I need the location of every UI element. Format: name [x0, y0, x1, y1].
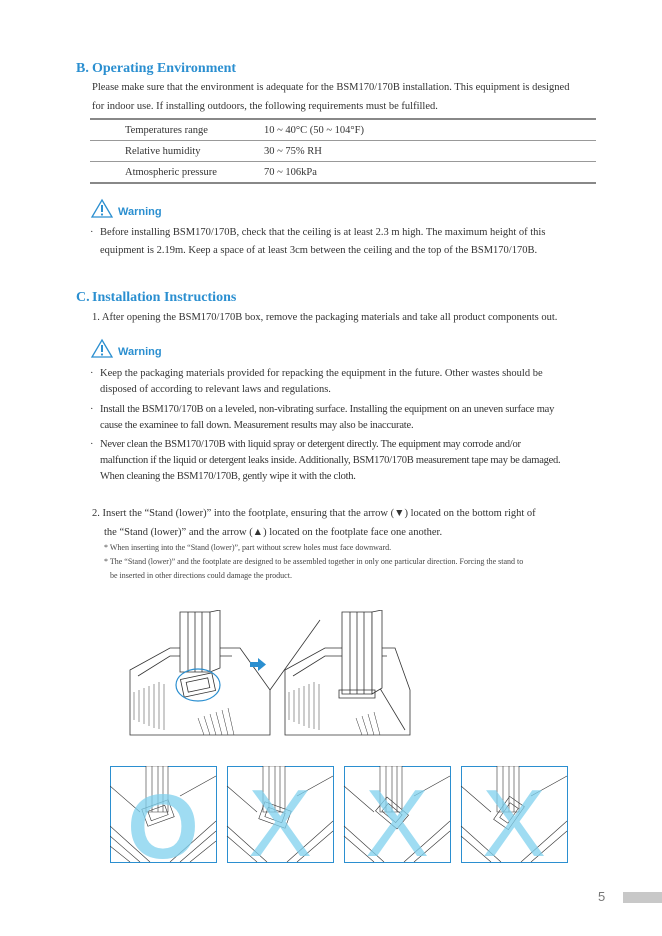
bullet-line: Keep the packaging materials provided for repacking the equipment in the future. Other wastes should be: [100, 368, 543, 379]
bullet-line: Never clean the BSM170/170B with liquid spray or detergent directly. The equipment may corrode and/or: [100, 439, 521, 450]
warning-line-1: Before installing BSM170/170B, check that the ceiling is at least 2.3 m high. The maximum height of this: [100, 227, 546, 238]
table-label: Temperatures range: [125, 124, 208, 136]
section-c-letter: C.: [76, 290, 90, 305]
panel-wrong-2: [344, 766, 451, 863]
table-value: 10 ~ 40°C (50 ~ 104°F): [264, 124, 364, 136]
table-label: Relative humidity: [125, 145, 201, 157]
step-2-line-1: 2. Insert the “Stand (lower)” into the footplate, ensuring that the arrow (▼) located on the bottom right of: [92, 508, 536, 519]
intro-line-1: Please make sure that the environment is adequate for the BSM170/170B installation. This equipment is designed: [92, 82, 570, 93]
bullet-line: disposed of according to relevant laws and regulations.: [100, 384, 331, 395]
socket-highlight: [176, 669, 220, 701]
section-b-title: [76, 61, 236, 77]
note-1: * When inserting into the “Stand (lower)”, part without screw holes must face downward.: [104, 543, 392, 552]
warning-triangle-icon: [90, 338, 114, 359]
step-2-line-2: the “Stand (lower)” and the arrow (▲) located on the footplate face one another.: [104, 527, 443, 538]
section-b-letter: B.: [76, 61, 89, 76]
check-mark-x: X: [364, 770, 430, 863]
section-c-title-text: Installation Instructions: [92, 290, 237, 305]
check-mark-o: O: [127, 776, 199, 863]
check-mark-x: X: [481, 770, 547, 863]
table-label: Atmospheric pressure: [125, 166, 217, 178]
warning-header-1: [90, 198, 162, 219]
bullet-line: malfunction if the liquid or detergent leaks inside. Additionally, BSM170/170B measurement tape may be damaged.: [100, 455, 561, 466]
right-arrow-icon: [250, 658, 266, 671]
table-row: [90, 120, 596, 141]
assembly-illustration: [120, 610, 420, 740]
environment-table: [90, 118, 596, 184]
warning-bullet-1: · Keep the packaging materials provided for repacking the equipment in the future. Other wastes should be disposed of according to relevant laws and regulations.: [100, 366, 543, 398]
warning-label: Warning: [118, 206, 162, 219]
stand-before: [180, 610, 220, 672]
warning-bullet-2: · Install the BSM170/170B on a leveled, non-vibrating surface. Installing the equipment on an uneven surface may cause the examinee to fall down. Measurement results may also be inaccurate.: [100, 402, 554, 434]
orientation-diagram: [110, 766, 570, 863]
footplate-before: [130, 620, 320, 735]
warning-label: Warning: [118, 346, 162, 359]
warning-line-2: equipment is 2.19m. Keep a space of at least 3cm between the ceiling and the top of the BSM170/170B.: [100, 245, 538, 256]
table-value: 30 ~ 75% RH: [264, 145, 322, 157]
section-b-title-text: Operating Environment: [92, 61, 237, 76]
bullet-line: Install the BSM170/170B on a leveled, non-vibrating surface. Installing the equipment on an uneven surface may: [100, 404, 555, 415]
section-b-intro: [92, 78, 569, 116]
orientation-panels: [110, 766, 570, 863]
warning-triangle-icon: [90, 198, 114, 219]
panel-wrong-1: [227, 766, 334, 863]
warning-bullet: · Before installing BSM170/170B, check that the ceiling is at least 2.3 m high. The maximum height of this equipment is 2.19m. Keep a space of at least 3cm between the ceiling and the top of the BSM170/170B.: [100, 224, 545, 260]
table-row: [90, 141, 596, 162]
warning-header-2: [90, 338, 162, 359]
stand-after: [339, 610, 382, 698]
step-1: 1. After opening the BSM170/170B box, remove the packaging materials and take all product components out.: [92, 312, 558, 323]
check-mark-x: X: [247, 770, 313, 863]
warning-bullet-3: · Never clean the BSM170/170B with liquid spray or detergent directly. The equipment may corrode and/or malfunction if the liquid or detergent leaks inside. Additionally, BSM170/170B measurement tape may be damaged. When cleaning the BSM170/170B, gently wipe it with the cloth.: [100, 437, 560, 485]
bullet-line: cause the examinee to fall down. Measurement results may also be inaccurate.: [100, 420, 414, 431]
note-2-line-1: * The “Stand (lower)” and the footplate are designed to be assembled together in only one particular direction. Forcing the stand to: [104, 557, 524, 566]
note-2-line-2: be inserted in other directions could damage the product.: [110, 571, 292, 580]
notes: [104, 541, 523, 583]
bullet-line: When cleaning the BSM170/170B, gently wipe it with the cloth.: [100, 471, 356, 482]
table-row: [90, 162, 596, 184]
panel-wrong-3: [461, 766, 568, 863]
panel-correct: [110, 766, 217, 863]
page-number: 5: [598, 889, 606, 904]
section-c-title: [76, 290, 236, 306]
intro-line-2: for indoor use. If installing outdoors, the following requirements must be fulfilled.: [92, 101, 438, 112]
page-bar: [623, 892, 662, 903]
table-value: 70 ~ 106kPa: [264, 166, 317, 178]
step-2: [92, 504, 536, 542]
